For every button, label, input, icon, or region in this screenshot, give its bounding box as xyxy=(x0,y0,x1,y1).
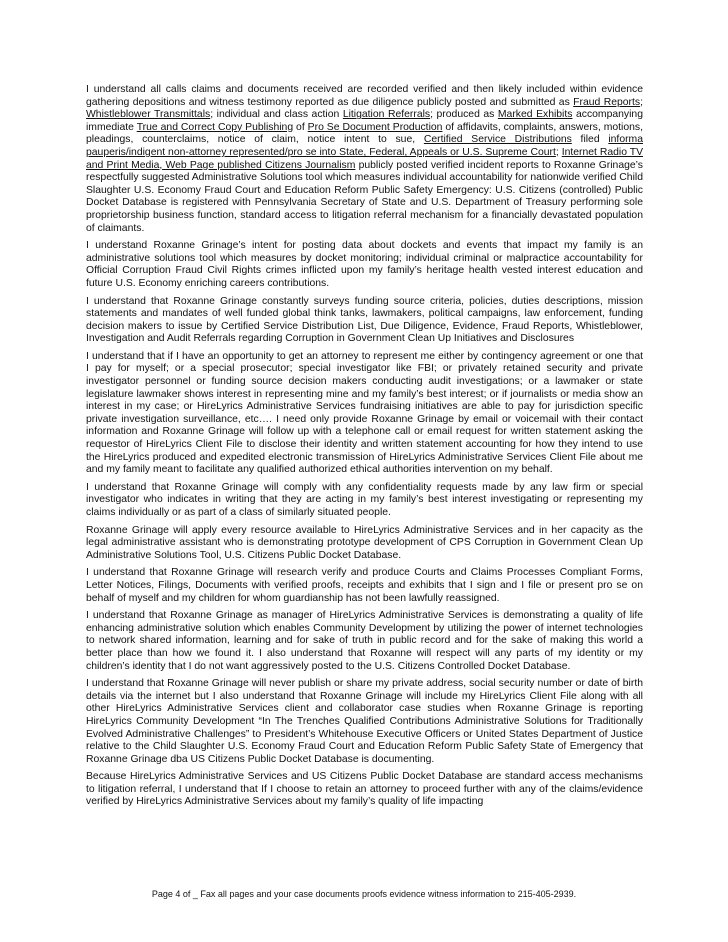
link-true-correct-copy: True and Correct Copy Publishing xyxy=(136,121,294,133)
page-footer: Page 4 of _ Fax all pages and your case documents proofs evidence witness information to 215-405-2939. xyxy=(151,889,577,899)
paragraph-research: I understand that Roxanne Grinage will research verify and produce Courts and Claims Processes Compliant Forms, Letter Notices, Filings, Documents with verified proofs, receipts and exhibits that I sign and I file or present pro se on behalf of myself and my children for whom guardianship has not been lawfully reassigned. xyxy=(86,567,643,604)
text-run: ; produced as xyxy=(430,109,498,121)
link-marked-exhibits: Marked Exhibits xyxy=(497,109,573,121)
paragraph-evidence-intro xyxy=(86,84,643,235)
paragraph-funding-surveys: I understand that Roxanne Grinage constantly surveys funding source criteria, policies, duties descriptions, mission statements and mandates of well funded global think tanks, lawmakers, political campaigns, law enforcement, funding decision makers to issue by Certified Service Distribution List, Due Diligence, Evidence, Fraud Reports, Whistleblower, Investigation and Audit Referrals regarding Corruption in Government Clean Up Initiatives and Disclosures xyxy=(86,295,643,345)
link-litigation-referrals: Litigation Referrals xyxy=(342,109,431,121)
document-body xyxy=(86,84,643,814)
link-internet-radio: Internet Radio TV and Print Media, Web Page published Citizens Journalism xyxy=(86,146,644,171)
link-certified-service: Certified Service Distributions xyxy=(423,134,572,146)
text-run: ; individual and class action xyxy=(210,109,343,121)
paragraph-community: I understand that Roxanne Grinage as manager of HireLyrics Administrative Services is demonstrating a quality of life enhancing administrative solution which enables Community Development by utilizing the power of internet technologies to network shared information, learning and for sake of truth in public record and for the sake of making this world a better place than how we found it. I also understand that Roxanne will respect will any parts of my identity or my children’s identity that I do not want aggressively posted to the U.S. Citizens Controlled Docket Database. xyxy=(86,610,643,672)
text-run: of xyxy=(293,121,308,133)
text-run: publicly posted verified incident reports to Roxanne Grinage’s respectfully suggested Administrative Solutions tool which measures individual accountability for nationwide verified Child Slaughter U.S. Economy Fraud Court and Education Reform Public Safety Emergency: U.S. Citizens (controlled) Public Docket Database is registered with Pennsylvania Secretary of State and U.S. Department of Treasury performing sole proprietorship business function, standard access to litigation referral mechanism for a financially devastated population of claimants. xyxy=(86,159,643,234)
link-informa-pauperis: informa pauperis/indigent non-attorney represented/pro se into State, Federal, Appeals or U.S. Supreme Court xyxy=(86,134,643,158)
text-run: I understand all calls claims and documents received are recorded verified and then likely included within evidence gathering depositions and witness testimony reported as due diligence publicly posted and submitted as xyxy=(86,84,643,108)
paragraph-resources: Roxanne Grinage will apply every resource available to HireLyrics Administrative Services and in her capacity as the legal administrative assistant who is demonstrating prototype development of CPS Corruption in Government Clean Up Administrative Solutions Tool, U.S. Citizens Public Docket Database. xyxy=(86,524,643,561)
text-run: filed xyxy=(571,134,609,146)
link-pro-se-production: Pro Se Document Production xyxy=(307,121,443,133)
text-run: of affidavits, complaints, answers, motions, pleadings, counterclaims, notice of claim, notice intent to sue, xyxy=(86,121,643,146)
text-run: ; xyxy=(555,146,562,158)
text-run: ; xyxy=(640,96,643,108)
paragraph-access: Because HireLyrics Administrative Services and US Citizens Public Docket Database are standard access mechanisms to litigation referral, I understand that If I choose to retain an attorney to proceed further with any of the claims/evidence verified by HireLyrics Administrative Services about my family’s quality of life impacting xyxy=(86,771,643,808)
paragraph-intent: I understand Roxanne Grinage’s intent for posting data about dockets and events that impact my family is an administrative solutions tool which measures by docket monitoring; individual criminal or malpractice accountability for Official Corruption Fraud Civil Rights crimes inflicted upon my family’s heritage health vested interest education and future U.S. Economy enriching careers contributions. xyxy=(86,240,643,289)
paragraph-privacy: I understand that Roxanne Grinage will never publish or share my private address, social security number or date of birth details via the internet but I also understand that Roxanne Grinage will include my HireLyrics Client File along with all other HireLyrics Administrative Services client and collaborator case studies when Roxanne Grinage is reporting HireLyrics Community Development “In The Trenches Qualified Contributions Administrative Solutions for Traditionally Evolved Administrative Challenges” to President’s Whitehouse Executive Officers or United States Department of Justice relative to the Child Slaughter U.S. Economy Fraud Court and Education Reform Public Safety State of Emergency that Roxanne Grinage dba US Citizens Public Docket Database is documenting. xyxy=(86,678,643,765)
paragraph-attorney: I understand that if I have an opportunity to get an attorney to represent me either by contingency agreement or one that I pay for myself; or a special prosecutor; special investigator like FBI; or privately retained security and private investigator personnel or funding source decision makers conducting audit investigations; or a lawmaker or state legislature lawmaker shows interest in representing mine and my family’s best interest; or if journalists or media show an interest in my case; or HireLyrics Administrative Services fundraising initiatives are able to pay for jurisdiction specific private investigation surveillance, etc…. I need only provide Roxanne Grinage by email or voicemail with their contact information and Roxanne Grinage will follow up with a telephone call or email request for written statement asking the requestor of HireLyrics Client File to disclose their identity and written statement accounting for how they intend to use the HireLyrics produced and expedited electronic transmission of HireLyrics Administrative Services Client File about me and my family meant to facilitate any qualified authorized ethical authorities intervention on my behalf. xyxy=(86,350,643,476)
text-run: accompanying immediate xyxy=(86,109,643,133)
paragraph-confidentiality: I understand that Roxanne Grinage will comply with any confidentiality requests made by any law firm or special investigator who indicates in writing that they are acting in my family’s best interest investigating or representing my claims individually or as part of a class of similarly situated people. xyxy=(86,481,643,518)
link-whistleblower-transmittals: Whistleblower Transmittals xyxy=(86,109,211,121)
link-fraud-reports: Fraud Reports xyxy=(573,96,641,108)
